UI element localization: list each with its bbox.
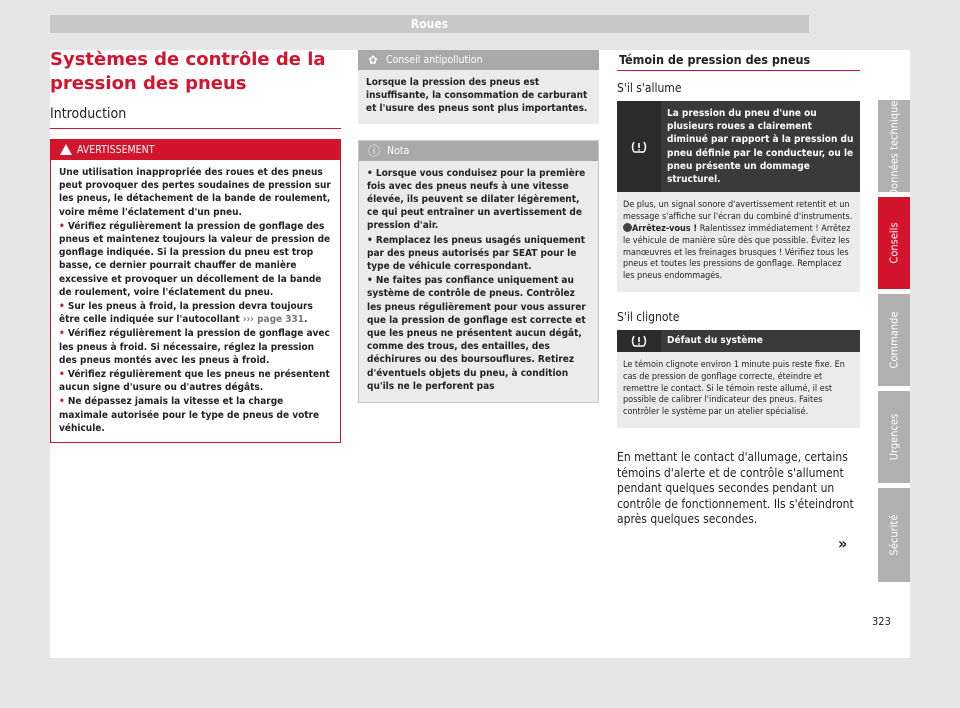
warning-item: • Sur les pneus à froid, la pression devra toujours être celle indiquée sur l'autocollant ››› page 331. xyxy=(59,301,313,326)
lit-description: De plus, un signal sonore d'avertissement retentit et un message s'affiche sur l'écran du combiné d'instruments. Arrêtez-vous ! Ralentissez immédiatement ! Arrêtez le véhicule de manière sûre dès que possible. Évitez les manœuvres et les freinages brusques ! Vérifiez tous les pneus et toutes les pressions de gonflage. Remplacez les pneus endommagés. xyxy=(617,192,860,292)
blink-description: Le témoin clignote environ 1 minute puis reste fixe. En cas de pression de gonflage correcte, éteindre et remettre le contact. Si le témoin reste allumé, il est possible de calibrer l'indicateur des pneus. Faites contrôler le système par un atelier spécialisé. xyxy=(617,352,860,428)
section-header: Roues xyxy=(50,15,809,33)
middle-column xyxy=(358,50,599,403)
warning-intro: Une utilisation inappropriée des roues et des pneus peut provoquer des pertes soudaines de pression sur les pneus, le détachement de la bande de roulement, voire même l'éclatement d'un pneu. xyxy=(59,167,331,218)
stop-icon xyxy=(623,223,632,232)
right-column xyxy=(617,50,860,528)
tpms-heading: Témoin de pression des pneus xyxy=(617,50,860,71)
note-item: • Lorsque vous conduisez pour la première fois avec des pneus neufs à une vitesse élevée, ils peuvent se dilater légèrement, ce qui peut entraîner un avertissement de pression d'air. xyxy=(367,167,586,232)
eco-tip-box xyxy=(358,50,599,124)
tire-pressure-icon xyxy=(617,330,661,352)
note-body xyxy=(359,161,598,402)
tab-securite[interactable]: Sécurité xyxy=(878,488,910,582)
note-item: • Remplacez les pneus usagés uniquement par des pneus autorisés par SEAT pour le type de véhicule correspondant. xyxy=(367,234,586,273)
warning-header xyxy=(51,140,340,160)
note-box xyxy=(358,140,599,403)
warning-item: • Vérifiez régulièrement la pression de gonflage avec les pneus à froid. Si nécessaire, réglez la pression des pneus montés avec les pneus à froid. xyxy=(59,328,330,366)
warning-item: • Ne dépassez jamais la vitesse et la charge maximale autorisée pour le type de pneus de votre véhicule. xyxy=(59,396,320,434)
eco-tip-text: Lorsque la pression des pneus est insuffisante, la consommation de carburant et l'usure des pneus sont plus importantes. xyxy=(366,77,588,115)
intro-heading: Introduction xyxy=(50,106,341,129)
note-header xyxy=(359,141,598,161)
warning-label: AVERTISSEMENT xyxy=(77,144,155,156)
page-reference-link[interactable]: ››› page 331 xyxy=(242,314,305,326)
note-item: • Ne faites pas confiance uniquement au système de contrôle de pneus. Contrôlez les pneus régulièrement pour vous assurer que la pression de gonflage est correcte et que les pneus ne présentent aucun dégât, comme des trous, des entailles, des déchirures ou des boursouflures. Retirez d'éventuels objets du pneu, à condition qu'ils ne le perforent pas xyxy=(367,275,586,392)
info-icon: ⓘ xyxy=(367,143,380,158)
tab-donnees-techniques[interactable]: Données techniques xyxy=(878,100,910,192)
flower-icon: ✿ xyxy=(368,53,378,67)
warning-body xyxy=(51,160,340,442)
eco-tip-header xyxy=(358,50,599,70)
left-column xyxy=(50,48,341,443)
lit-warning-row xyxy=(617,101,860,192)
continue-arrow: » xyxy=(838,534,848,553)
tab-conseils[interactable]: Conseils xyxy=(878,197,910,289)
blink-warning-row xyxy=(617,330,860,352)
warning-triangle-icon xyxy=(60,144,72,155)
tire-pressure-icon xyxy=(617,101,661,192)
warning-item: • Vérifiez régulièrement que les pneus ne présentent aucun signe d'usure ou d'autres dégâts. xyxy=(59,369,330,394)
blink-warning-text: Défaut du système xyxy=(661,330,860,352)
blink-subheading: S'il clignote xyxy=(617,310,680,325)
lit-warning-text: La pression du pneu d'une ou plusieurs roues a clairement diminué par rapport à la pression du pneu définie par le conducteur, ou le pneu présente un dommage structurel. xyxy=(661,101,860,192)
note-label: Nota xyxy=(387,144,410,157)
footer-paragraph: En mettant le contact d'allumage, certains témoins d'alerte et de contrôle s'allument pendant quelques secondes pendant un contrôle de fonctionnement. Ils s'éteindront après quelques secondes. xyxy=(617,450,854,527)
page-title: Systèmes de contrôle de la pression des pneus xyxy=(50,49,326,94)
tab-urgences[interactable]: Urgences xyxy=(878,391,910,483)
warning-item: • Vérifiez régulièrement la pression de gonflage des pneus et maintenez toujours la valeur de pression de gonflage indiquée. Si la pression du pneu est trop basse, ce dernier pourrait chauffer de manière excessive et provoquer un décollement de la bande de roulement, voire l'éclatement du pneu. xyxy=(59,220,331,298)
eco-tip-label: Conseil antipollution xyxy=(386,54,483,66)
warning-box xyxy=(50,139,341,443)
lit-subheading: S'il s'allume xyxy=(617,81,682,95)
tab-commande[interactable]: Commande xyxy=(878,294,910,386)
page-number: 323 xyxy=(872,615,891,628)
